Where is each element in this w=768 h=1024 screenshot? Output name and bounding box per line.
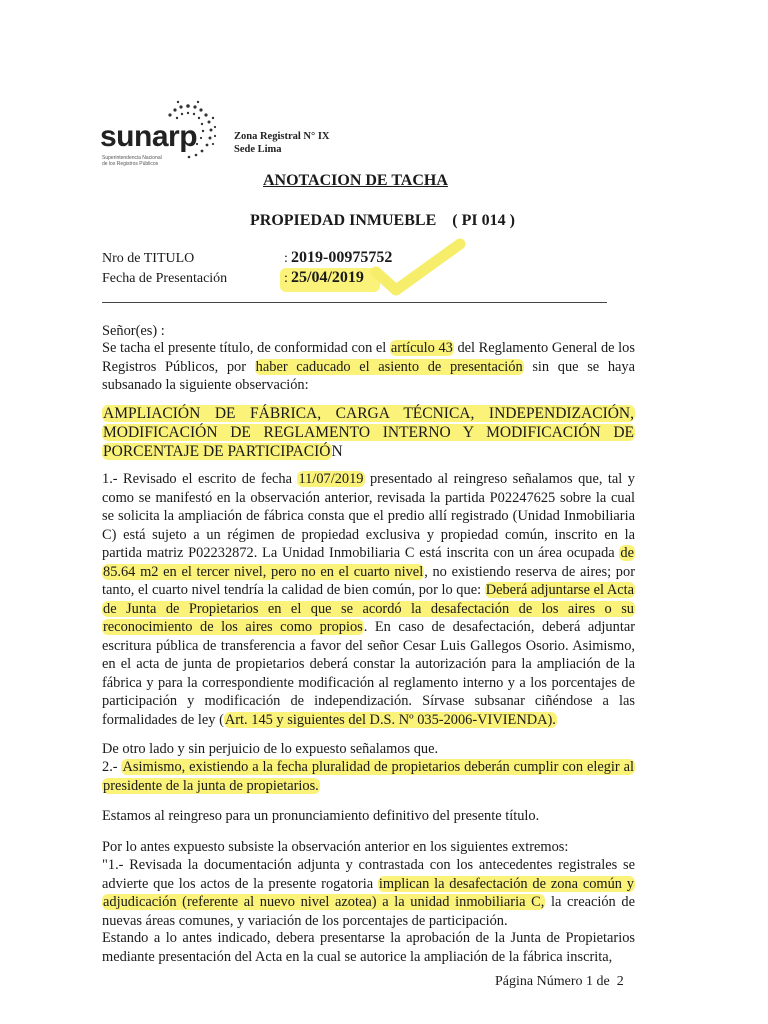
quote-text-1: "1.- Revisada la documentación adjunta y contrastada con los antecedentes registrales se advierte que los actos de la presente rogatoria (102, 857, 635, 892)
intro-highlight-2: haber caducado el asiento de presentación (255, 358, 523, 375)
sunarp-logo (100, 100, 230, 170)
zona-line-2: Sede Lima (234, 144, 282, 155)
obs1-text-1: 1.- Revisado el escrito de fecha (102, 471, 298, 487)
document-subtitle: PROPIEDAD INMUEBLE ( PI 014 ) (250, 212, 515, 229)
acts-paragraph (102, 404, 635, 461)
document-title: ANOTACION DE TACHA (263, 172, 448, 189)
obs1-highlight-date: 11/07/2019 (298, 471, 364, 487)
zona-registral (234, 130, 330, 156)
acts-text: N (331, 443, 343, 460)
titulo-separator: : (284, 251, 288, 266)
acts-highlight: AMPLIACIÓN DE FÁBRICA, CARGA TÉCNICA, INDEPENDIZACIÓN, MODIFICACIÓN DE REGLAMENTO INTERNO Y MODIFICACIÓN DE PORCENTAJE DE PARTICIPACIÓ (103, 405, 634, 460)
fecha-label: Fecha de Presentación (102, 271, 228, 286)
observation-1 (102, 470, 635, 729)
quote-paragraph (102, 856, 635, 930)
other-paragraph: De otro lado y sin perjuicio de lo expuesto señalamos que. (102, 741, 439, 757)
obs2-highlight: Asimismo, existiendo a la fecha pluralidad de propietarios deberán cumplir con elegir al presidente de la junta de propietarios. (103, 759, 634, 794)
obs2-text: 2.- (102, 759, 122, 775)
reingreso-paragraph: Estamos al reingreso para un pronunciamiento definitivo del presente título. (102, 808, 540, 824)
obs1-text-4: . En caso de desafectación, deberá adjuntar escritura pública de transferencia a favor del señor Cesar Luis Gallegos Osorio. Asimismo, en el acta de junta de propietarios deberá constar la autorización para la ampliación de la fábrica y para la correspondiente modificación al reglamento interno y a los porcentajes de participación y modificación de independización. Sírvase subsanar ciñéndose a las formalidades de ley ( (102, 619, 635, 728)
salutation: Señor(es) : (102, 323, 165, 339)
intro-paragraph (102, 339, 635, 395)
logo-tagline-1: Superintendencia Nacional (102, 155, 162, 161)
observation-2 (102, 758, 635, 795)
intro-text-3: sin que se haya subsanado la siguiente observación: (102, 358, 635, 393)
fecha-value: 25/04/2019 (291, 269, 364, 286)
fecha-separator: : (284, 271, 288, 286)
obs1-highlight-area: de 85.64 m2 en el tercer nivel, pero no en el cuarto nivel (103, 545, 634, 580)
intro-highlight-1: artículo 43 (390, 340, 453, 356)
zona-line-1: Zona Registral N° IX (234, 131, 330, 142)
intro-text-1: Se tacha el presente título, de conformidad con el (102, 340, 390, 356)
field-divider (102, 302, 607, 303)
quote-text-2: la creación de nuevas áreas comunes, y variación de los porcentajes de participación. (102, 894, 635, 929)
obs1-highlight-article: Art. 145 y siguientes del D.S. Nº 035-2006-VIVIENDA). (224, 711, 556, 728)
extremos-paragraph: Por lo antes expuesto subsiste la observación anterior en los siguientes extremos: (102, 839, 569, 855)
quote-highlight: implican la desafectación de zona común y adjudicación (referente al nuevo nivel azotea) a la unidad inmobiliaria C, (103, 875, 635, 910)
obs1-text-2: presentado al reingreso señalamos que, tal y como se manifestó en la observación anterior, revisada la partida P02247625 sobre la cual se solicita la ampliación de fábrica consta que el predio allí registrado (Unidad Inmobiliaria C) está sujeto a un régimen de propiedad exclusiva y propiedad común, inscrito en la partida matriz P02232872. La Unidad Inmobiliaria C está inscrita con un área ocupada (102, 471, 635, 561)
titulo-value: 2019-00975752 (291, 249, 393, 266)
last-paragraph: Estando a lo antes indicado, debera presentarse la aprobación de la Junta de Propietarios mediante presentación del Acta en la cual se autorice la ampliación de la fábrica inscrita, (102, 930, 635, 965)
titulo-label: Nro de TITULO (102, 251, 195, 266)
logo-tagline-2: de los Registros Públicos (102, 161, 159, 167)
logo-wordmark: sunarp (100, 120, 198, 153)
page-number: Página Número 1 de 2 (495, 974, 624, 989)
checkmark-icon (368, 236, 468, 298)
obs1-highlight-acta: Deberá adjuntarse el Acta de Junta de Propietarios en el que se acordó la desafectación de los aires o su reconocimiento de los aires como propios (103, 582, 634, 635)
intro-text-2: del Reglamento General de los Registros Públicos, por (102, 340, 635, 375)
obs1-text-3: , no existiendo reserva de aires; por tanto, el cuarto nivel tendría la calidad de bien común, por lo que: (102, 563, 635, 598)
